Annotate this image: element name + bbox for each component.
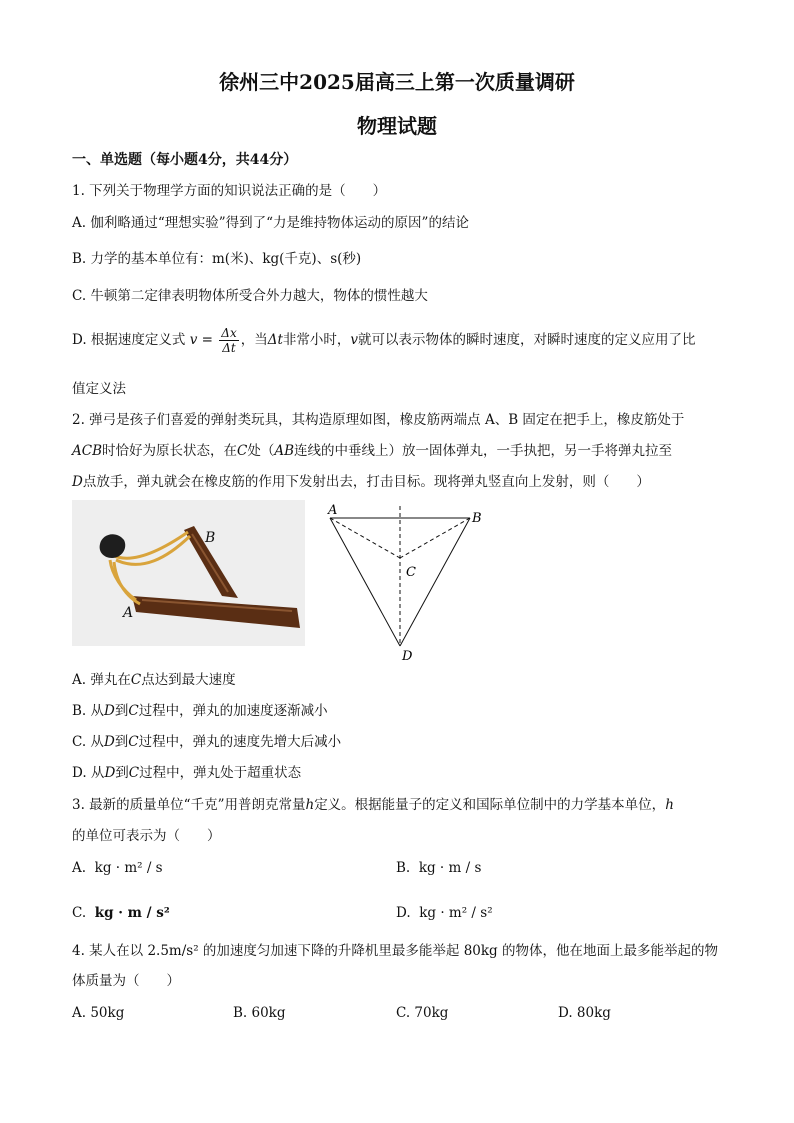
q1-stem: 1. 下列关于物理学方面的知识说法正确的是（ ）: [72, 183, 387, 199]
q2-d-d: D: [104, 765, 116, 781]
q4-option-b: B. 60kg: [233, 1005, 286, 1021]
q2-d-mid: 到: [115, 765, 129, 781]
q1-d-post: 就可以表示物体的瞬时速度，对瞬时速度的定义应用了比: [358, 332, 696, 348]
q2-a-c: C: [130, 672, 142, 688]
q3-h: h: [305, 797, 315, 813]
q1-option-a: A. 伽利略通过“理想实验”得到了“力是维持物体运动的原因”的结论: [72, 215, 469, 231]
q2-b-d: D: [104, 703, 115, 719]
slingshot-photo: [72, 500, 305, 646]
q1-option-d-continued: 值定义法: [72, 381, 126, 397]
q2-option-d: [72, 763, 301, 783]
q2-text-b: 处（: [247, 443, 275, 459]
q2-text-d: 点放手，弹丸就会在橡皮筋的作用下发射出去，打击目标。现将弹丸竖直向上发射，则（ ）: [82, 474, 650, 490]
q3-post: 定义。根据能量子的定义和国际单位制中的力学基本单位，: [314, 797, 666, 813]
q2-text-c: 连线的中垂线上）放一固体弹丸，一手执把，另一手将弹丸拉至: [294, 443, 673, 459]
q2-d-c: C: [128, 765, 140, 781]
q3-option-c: [72, 903, 170, 923]
diagram-label-a: A: [328, 503, 338, 518]
q2-b-c: C: [128, 703, 139, 719]
q1-option-d: [72, 326, 696, 355]
q3-option-a: [72, 858, 163, 878]
q1-d-dt: Δt: [267, 332, 283, 348]
line-ad: [330, 518, 400, 646]
photo-label-b: B: [205, 530, 216, 546]
q1-d-pre: D. 根据速度定义式: [72, 332, 186, 348]
q3-option-d: [396, 903, 493, 923]
diagram-label-c: C: [406, 565, 416, 580]
q2-a-post: 点达到最大速度: [141, 672, 236, 688]
q4-line-1: 4. 某人在以 2.5m/s² 的加速度匀加速下降的升降机里最多能举起 80kg 的物体，他在地面上最多能举起的物: [72, 943, 718, 959]
q2-text-a: 时恰好为原长状态，在: [102, 443, 237, 459]
exam-title: 徐州三中2025届高三上第一次质量调研: [219, 70, 575, 94]
exam-subtitle: 物理试题: [357, 114, 437, 138]
q2-b-mid: 到: [114, 703, 129, 719]
q2-d-post: 过程中，弹丸处于超重状态: [139, 765, 302, 781]
q3-c-label: C.: [72, 905, 87, 921]
q4-option-a: A. 50kg: [72, 1005, 125, 1021]
q1-d-v2: v: [350, 332, 359, 348]
q1-option-b: B. 力学的基本单位有：m(米)、kg(千克)、s(秒): [72, 251, 362, 267]
q4-line-2: 体质量为（ ）: [72, 973, 180, 989]
q2-a-pre: A. 弹丸在: [72, 672, 131, 688]
q3-c-unit: kg · m / s²: [94, 905, 170, 921]
q3-b-label: B.: [396, 860, 411, 876]
q3-line-2: 的单位可表示为（ ）: [72, 828, 221, 844]
q4-option-d: D. 80kg: [558, 1005, 611, 1021]
q2-option-c: [72, 732, 341, 752]
q3-b-unit: kg · m / s: [418, 860, 482, 876]
q2-c-c: C: [128, 734, 139, 750]
q2-option-b: [72, 701, 328, 721]
q2-line-2: [72, 441, 672, 461]
q2-line-1: 2. 弹弓是孩子们喜爱的弹射类玩具，其构造原理如图，橡皮筋两端点 A、B 固定在把手上，橡皮筋处于: [72, 412, 685, 428]
q1-d-eq: =: [197, 332, 218, 348]
q1-d-fraction: [219, 326, 238, 355]
q2-line-3: [72, 472, 650, 492]
q1-d-denominator: Δt: [222, 341, 236, 355]
diagram-label-d: D: [402, 649, 413, 664]
q3-line-1: [72, 795, 674, 815]
q2-c-pre: C. 从: [72, 734, 104, 750]
q2-b-post: 过程中，弹丸的加速度逐渐减小: [138, 703, 328, 719]
diagram-label-b: B: [472, 511, 482, 526]
q3-a-unit: kg · m² / s: [94, 860, 163, 876]
line-bd: [400, 518, 470, 646]
q3-h2: h: [665, 797, 674, 813]
photo-label-a: A: [123, 605, 134, 621]
q1-d-v: v: [189, 332, 198, 348]
q1-d-mid2: 非常小时，: [282, 332, 351, 348]
q2-acb: ACB: [72, 443, 102, 459]
q2-option-a: [72, 670, 236, 690]
q3-d-unit: kg · m² / s²: [419, 905, 493, 921]
q3-d-label: D.: [396, 905, 411, 921]
q2-c-mid: 到: [114, 734, 129, 750]
section-heading: 一、单选题（每小题4分，共44分）: [72, 152, 298, 168]
q3-pre: 3. 最新的质量单位“千克”用普朗克常量: [72, 797, 306, 813]
q4-option-c: C. 70kg: [396, 1005, 449, 1021]
q2-c-d: D: [103, 734, 115, 750]
q1-d-mid1: ，当: [240, 332, 268, 348]
q2-ab: AB: [274, 443, 295, 459]
slingshot-diagram: [318, 500, 498, 665]
q2-b-pre: B. 从: [72, 703, 105, 719]
q2-d: D: [72, 474, 83, 490]
q2-c-post: 过程中，弹丸的速度先增大后减小: [138, 734, 342, 750]
q3-option-b: [396, 858, 481, 878]
q3-a-label: A.: [72, 860, 87, 876]
q1-option-c: C. 牛顿第二定律表明物体所受合外力越大，物体的惯性越大: [72, 288, 428, 304]
q2-c: C: [237, 443, 248, 459]
q2-d-pre: D. 从: [72, 765, 105, 781]
q1-d-numerator: Δx: [221, 326, 237, 340]
